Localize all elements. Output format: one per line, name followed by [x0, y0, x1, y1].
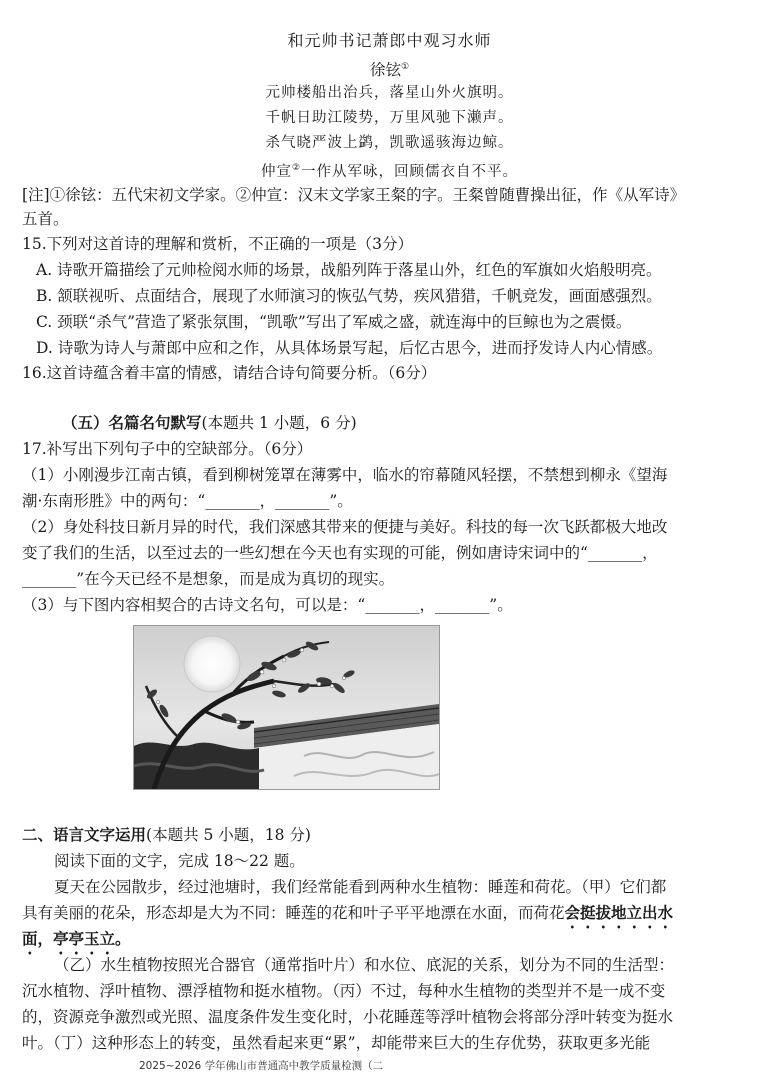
poem-line-4-b: 一作从军咏，回顾儒衣自不平。 [301, 163, 519, 180]
poem-line-3: 杀气晓严波上鹢，凯歌遥骇海边鲸。 [265, 135, 514, 151]
q16-stem: 16.这首诗蕴含着丰富的情感，请结合诗句简要分析。（6分） [22, 364, 437, 382]
poem-line-1: 元帅楼船出治兵，落星山外火旗明。 [265, 85, 514, 101]
section2-heading [22, 824, 311, 846]
author-note-mark: ① [400, 62, 410, 72]
moon [184, 636, 240, 692]
para1-line1: 夏天在公园散步，经过池塘时，我们经常能看到两种水生植物：睡莲和荷花。（甲）它们都 [54, 878, 667, 896]
shrubs [134, 742, 259, 789]
q15-stem: 15.下列对这首诗的理解和赏析，不正确的一项是（3分） [22, 235, 414, 253]
section5-heading [62, 412, 357, 434]
q15-option-a: A. 诗歌开篇描绘了元帅检阅水师的场景，战船列阵于落星山外，红色的军旗如火焰般明亮。 [36, 261, 662, 279]
para1-line2-plain: 具有美丽的花朵，形态却是大为不同：睡莲的花和叶子平平地漂在水面，而荷花 [22, 904, 565, 922]
q17-stem: 17.补写出下列句子中的空缺部分。（6分） [22, 440, 313, 458]
q17-part1-line1: （1）小刚漫步江南古镇，看到柳树笼罩在薄雾中，临水的帘幕随风轻摆，不禁想到柳永《望海 [22, 466, 668, 484]
poem-author [0, 56, 779, 81]
para1-dotted-phrase-a: 会挺拔地立出水 [564, 903, 674, 922]
notes-line-1: [注]①徐铉：五代宋初文学家。②仲宣：汉末文学家王粲的字。王粲曾随曹操出征，作《从军诗》 [22, 186, 686, 204]
author-name: 徐铉 [369, 61, 401, 80]
q17-part1-line2: 潮·东南形胜》中的两句：“_______，_______”。 [22, 492, 353, 510]
para2-line4: 叶。（丁）这种形态上的转变，虽然看起来更“累”，却能带来巨大的生存优势，获取更多光能 [22, 1034, 651, 1052]
poem-note-mark: ② [291, 163, 302, 173]
para2-line2: 沉水植物、浮叶植物、漂浮植物和挺水植物。（丙）不过，每种水生植物的类型并不是一成不变 [22, 982, 666, 1000]
q15-option-b: B. 颔联视听、点面结合，展现了水师演习的恢弘气势，疾风猎猎，千帆竞发，画面感强烈。 [36, 287, 662, 305]
para2-line1: （乙）水生植物按照光合器官（通常指叶片）和水位、底泥的关系，划分为不同的生活型： [54, 956, 675, 974]
q17-part3: （3）与下图内容相契合的古诗文名句，可以是：“_______，_______”。 [22, 596, 513, 614]
section2-heading-rest: (本题共 5 小题，18 分) [146, 826, 311, 844]
q17-part2-line1: （2）身处科技日新月异的时代，我们深感其带来的便捷与美好。科技的每一次飞跃都极大地改 [22, 518, 668, 536]
section5-heading-rest: (本题共 1 小题，6 分) [201, 414, 357, 432]
section2-intro: 阅读下面的文字，完成 18～22 题。 [54, 852, 305, 870]
q17-part2-line3: _______”在今天已经不是想象，而是成为真切的现实。 [22, 570, 395, 588]
page-footer: 2025~2026 学年佛山市普通高中教学质量检测（二 [139, 1060, 384, 1072]
section2-heading-bold: 二、语言文字运用 [22, 825, 147, 844]
section5-heading-bold: （五）名篇名句默写 [62, 413, 202, 432]
poem-title: 和元帅书记萧郎中观习水师 [287, 31, 492, 50]
poem-line-4 [0, 157, 779, 183]
ink-painting-illustration [133, 625, 440, 790]
notes-line-2: 五首。 [22, 210, 69, 228]
para1-dotted-phrase-b: 面，亭亭玉立。 [22, 929, 131, 948]
poem-line-4-a: 仲宣 [260, 163, 292, 180]
q15-option-d: D. 诗歌为诗人与萧郎中应和之作，从具体场景写起，后忆古思今，进而抒发诗人内心情感。 [36, 339, 663, 357]
q17-part2-line2: 变了我们的生活，以至过去的一些幻想在今天也有实现的可能，例如唐诗宋词中的“_______， [22, 544, 658, 562]
poem-line-2: 千帆日助江陵势，万里风驰下濑声。 [265, 110, 514, 126]
q15-option-c: C. 颈联“杀气”营造了紧张氛围，“凯歌”写出了军威之盛，就连海中的巨鲸也为之震慑。 [36, 313, 632, 331]
para2-line3: 的，资源竞争激烈或光照、温度条件发生变化时，小花睡莲等浮叶植物会将部分浮叶转变为挺水 [22, 1008, 674, 1026]
ink-painting-svg [134, 626, 439, 789]
